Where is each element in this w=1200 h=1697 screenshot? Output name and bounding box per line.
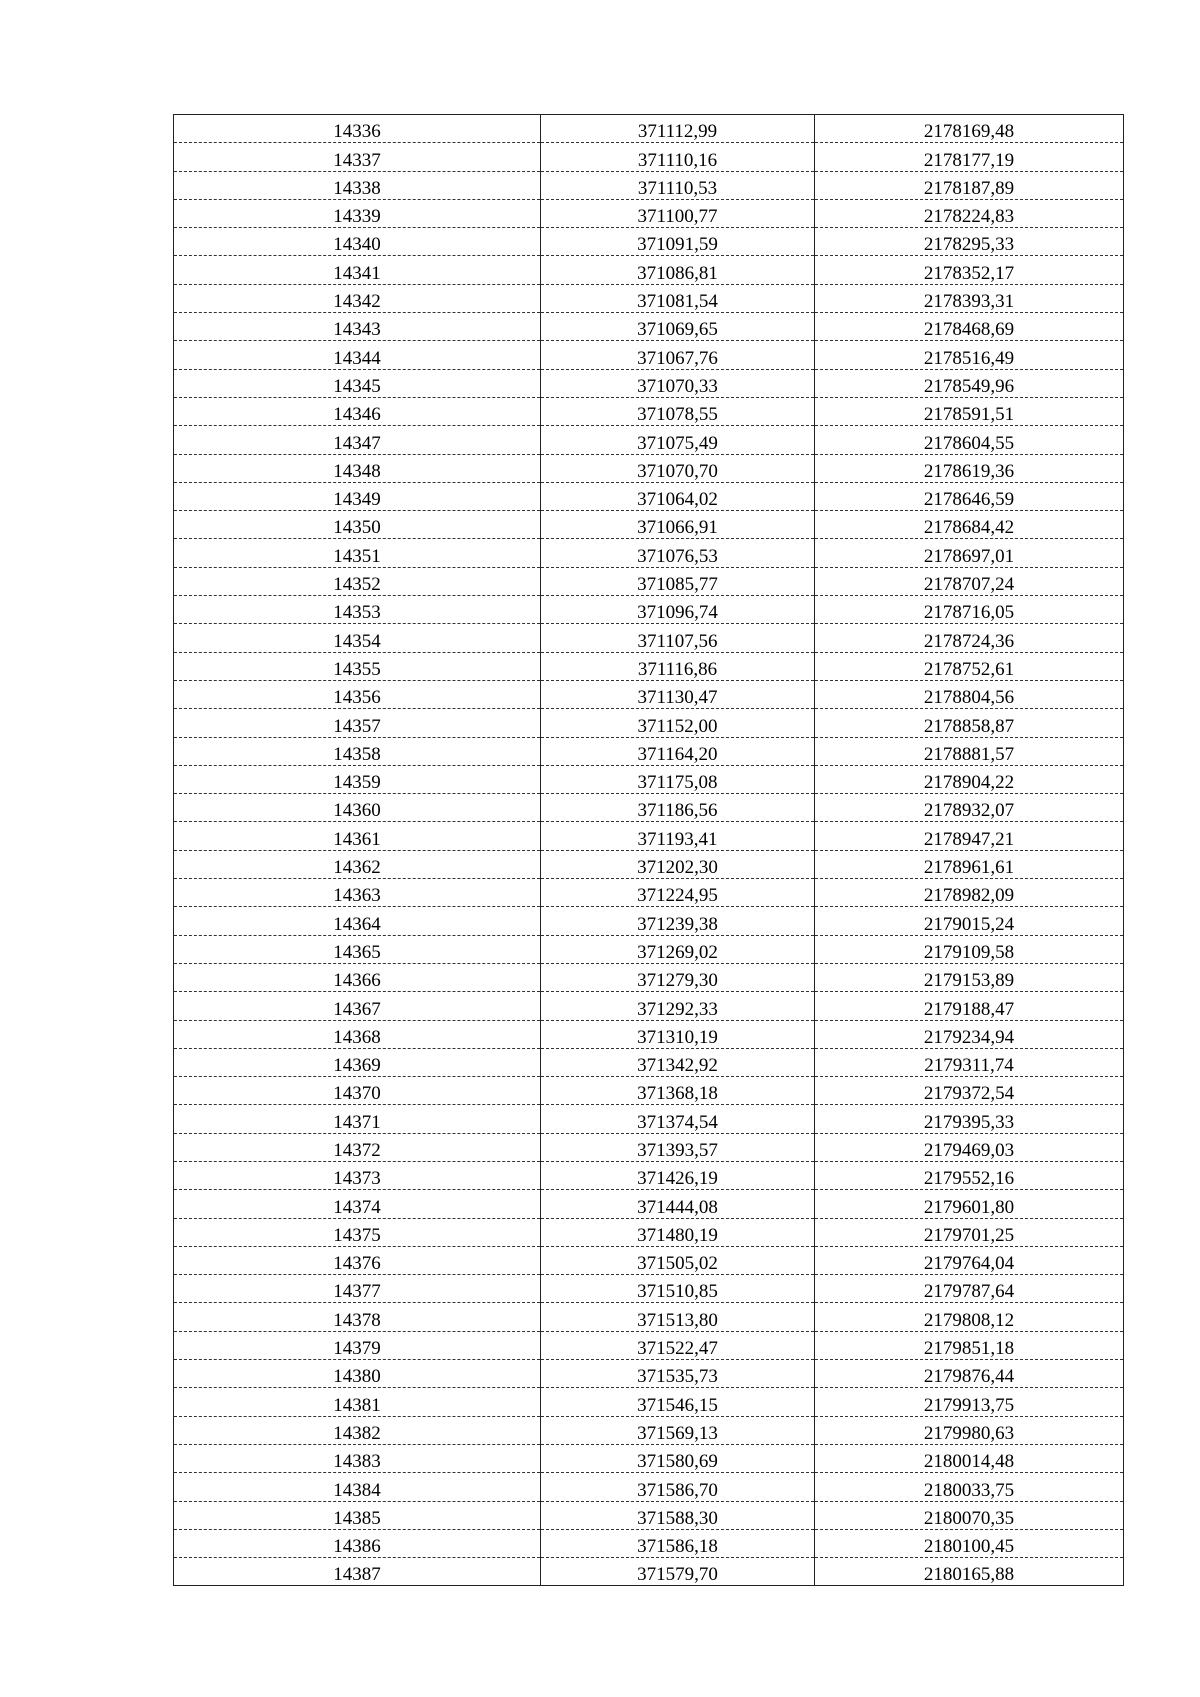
y-coordinate-cell: 2178468,69 bbox=[815, 313, 1124, 341]
x-coordinate-cell: 371186,56 bbox=[541, 794, 815, 822]
y-coordinate-cell: 2179469,03 bbox=[815, 1133, 1124, 1161]
y-coordinate-cell: 2178697,01 bbox=[815, 539, 1124, 567]
coordinates-table-body bbox=[174, 115, 1124, 1586]
point-number-cell: 14343 bbox=[174, 313, 541, 341]
table-row bbox=[174, 680, 1124, 708]
x-coordinate-cell: 371522,47 bbox=[541, 1331, 815, 1359]
point-number-cell: 14368 bbox=[174, 1020, 541, 1048]
point-number-cell: 14344 bbox=[174, 341, 541, 369]
y-coordinate-cell: 2179787,64 bbox=[815, 1275, 1124, 1303]
point-number-cell: 14370 bbox=[174, 1077, 541, 1105]
table-row bbox=[174, 822, 1124, 850]
point-number-cell: 14386 bbox=[174, 1529, 541, 1557]
point-number-cell: 14359 bbox=[174, 765, 541, 793]
table-row bbox=[174, 397, 1124, 425]
table-row bbox=[174, 143, 1124, 171]
y-coordinate-cell: 2178352,17 bbox=[815, 256, 1124, 284]
x-coordinate-cell: 371393,57 bbox=[541, 1133, 815, 1161]
y-coordinate-cell: 2178516,49 bbox=[815, 341, 1124, 369]
x-coordinate-cell: 371091,59 bbox=[541, 228, 815, 256]
point-number-cell: 14385 bbox=[174, 1501, 541, 1529]
point-number-cell: 14383 bbox=[174, 1444, 541, 1472]
point-number-cell: 14365 bbox=[174, 935, 541, 963]
table-row bbox=[174, 992, 1124, 1020]
point-number-cell: 14374 bbox=[174, 1190, 541, 1218]
table-row bbox=[174, 256, 1124, 284]
x-coordinate-cell: 371096,74 bbox=[541, 596, 815, 624]
table-row bbox=[174, 511, 1124, 539]
y-coordinate-cell: 2179701,25 bbox=[815, 1218, 1124, 1246]
table-row bbox=[174, 1444, 1124, 1472]
x-coordinate-cell: 371110,53 bbox=[541, 171, 815, 199]
point-number-cell: 14375 bbox=[174, 1218, 541, 1246]
table-row bbox=[174, 1077, 1124, 1105]
x-coordinate-cell: 371535,73 bbox=[541, 1360, 815, 1388]
point-number-cell: 14348 bbox=[174, 454, 541, 482]
table-row bbox=[174, 1331, 1124, 1359]
point-number-cell: 14362 bbox=[174, 850, 541, 878]
point-number-cell: 14356 bbox=[174, 680, 541, 708]
table-row bbox=[174, 1020, 1124, 1048]
table-row bbox=[174, 171, 1124, 199]
y-coordinate-cell: 2178224,83 bbox=[815, 199, 1124, 227]
point-number-cell: 14376 bbox=[174, 1246, 541, 1274]
x-coordinate-cell: 371086,81 bbox=[541, 256, 815, 284]
point-number-cell: 14380 bbox=[174, 1360, 541, 1388]
x-coordinate-cell: 371342,92 bbox=[541, 1048, 815, 1076]
x-coordinate-cell: 371224,95 bbox=[541, 879, 815, 907]
table-row bbox=[174, 1303, 1124, 1331]
y-coordinate-cell: 2179913,75 bbox=[815, 1388, 1124, 1416]
y-coordinate-cell: 2178724,36 bbox=[815, 624, 1124, 652]
y-coordinate-cell: 2178858,87 bbox=[815, 709, 1124, 737]
y-coordinate-cell: 2178904,22 bbox=[815, 765, 1124, 793]
point-number-cell: 14353 bbox=[174, 596, 541, 624]
x-coordinate-cell: 371310,19 bbox=[541, 1020, 815, 1048]
table-row bbox=[174, 454, 1124, 482]
y-coordinate-cell: 2179311,74 bbox=[815, 1048, 1124, 1076]
y-coordinate-cell: 2179552,16 bbox=[815, 1161, 1124, 1189]
point-number-cell: 14340 bbox=[174, 228, 541, 256]
point-number-cell: 14382 bbox=[174, 1416, 541, 1444]
table-row bbox=[174, 341, 1124, 369]
y-coordinate-cell: 2178961,61 bbox=[815, 850, 1124, 878]
x-coordinate-cell: 371513,80 bbox=[541, 1303, 815, 1331]
point-number-cell: 14358 bbox=[174, 737, 541, 765]
y-coordinate-cell: 2178982,09 bbox=[815, 879, 1124, 907]
x-coordinate-cell: 371586,18 bbox=[541, 1529, 815, 1557]
y-coordinate-cell: 2178604,55 bbox=[815, 426, 1124, 454]
y-coordinate-cell: 2178684,42 bbox=[815, 511, 1124, 539]
x-coordinate-cell: 371116,86 bbox=[541, 652, 815, 680]
x-coordinate-cell: 371269,02 bbox=[541, 935, 815, 963]
y-coordinate-cell: 2179015,24 bbox=[815, 907, 1124, 935]
table-row bbox=[174, 1218, 1124, 1246]
point-number-cell: 14346 bbox=[174, 397, 541, 425]
table-row bbox=[174, 426, 1124, 454]
x-coordinate-cell: 371368,18 bbox=[541, 1077, 815, 1105]
y-coordinate-cell: 2178947,21 bbox=[815, 822, 1124, 850]
table-row bbox=[174, 737, 1124, 765]
point-number-cell: 14345 bbox=[174, 369, 541, 397]
y-coordinate-cell: 2179372,54 bbox=[815, 1077, 1124, 1105]
point-number-cell: 14354 bbox=[174, 624, 541, 652]
table-row bbox=[174, 539, 1124, 567]
y-coordinate-cell: 2180033,75 bbox=[815, 1473, 1124, 1501]
x-coordinate-cell: 371586,70 bbox=[541, 1473, 815, 1501]
point-number-cell: 14337 bbox=[174, 143, 541, 171]
y-coordinate-cell: 2178177,19 bbox=[815, 143, 1124, 171]
point-number-cell: 14364 bbox=[174, 907, 541, 935]
point-number-cell: 14387 bbox=[174, 1558, 541, 1586]
table-row bbox=[174, 1133, 1124, 1161]
point-number-cell: 14341 bbox=[174, 256, 541, 284]
y-coordinate-cell: 2179234,94 bbox=[815, 1020, 1124, 1048]
point-number-cell: 14373 bbox=[174, 1161, 541, 1189]
point-number-cell: 14381 bbox=[174, 1388, 541, 1416]
table-row bbox=[174, 652, 1124, 680]
point-number-cell: 14369 bbox=[174, 1048, 541, 1076]
point-number-cell: 14363 bbox=[174, 879, 541, 907]
table-row bbox=[174, 1416, 1124, 1444]
x-coordinate-cell: 371579,70 bbox=[541, 1558, 815, 1586]
y-coordinate-cell: 2178881,57 bbox=[815, 737, 1124, 765]
x-coordinate-cell: 371480,19 bbox=[541, 1218, 815, 1246]
x-coordinate-cell: 371069,65 bbox=[541, 313, 815, 341]
y-coordinate-cell: 2178646,59 bbox=[815, 482, 1124, 510]
table-row bbox=[174, 907, 1124, 935]
x-coordinate-cell: 371175,08 bbox=[541, 765, 815, 793]
point-number-cell: 14342 bbox=[174, 284, 541, 312]
y-coordinate-cell: 2180014,48 bbox=[815, 1444, 1124, 1472]
table-row bbox=[174, 1529, 1124, 1557]
point-number-cell: 14360 bbox=[174, 794, 541, 822]
coordinates-table bbox=[173, 114, 1124, 1586]
x-coordinate-cell: 371076,53 bbox=[541, 539, 815, 567]
table-row bbox=[174, 228, 1124, 256]
table-row bbox=[174, 765, 1124, 793]
table-row bbox=[174, 1105, 1124, 1133]
table-row bbox=[174, 850, 1124, 878]
point-number-cell: 14350 bbox=[174, 511, 541, 539]
y-coordinate-cell: 2180165,88 bbox=[815, 1558, 1124, 1586]
point-number-cell: 14379 bbox=[174, 1331, 541, 1359]
table-row bbox=[174, 879, 1124, 907]
x-coordinate-cell: 371066,91 bbox=[541, 511, 815, 539]
y-coordinate-cell: 2179876,44 bbox=[815, 1360, 1124, 1388]
x-coordinate-cell: 371292,33 bbox=[541, 992, 815, 1020]
table-row bbox=[174, 794, 1124, 822]
point-number-cell: 14357 bbox=[174, 709, 541, 737]
table-row bbox=[174, 624, 1124, 652]
x-coordinate-cell: 371580,69 bbox=[541, 1444, 815, 1472]
table-row bbox=[174, 1473, 1124, 1501]
y-coordinate-cell: 2179153,89 bbox=[815, 963, 1124, 991]
x-coordinate-cell: 371546,15 bbox=[541, 1388, 815, 1416]
y-coordinate-cell: 2178591,51 bbox=[815, 397, 1124, 425]
y-coordinate-cell: 2178716,05 bbox=[815, 596, 1124, 624]
point-number-cell: 14349 bbox=[174, 482, 541, 510]
y-coordinate-cell: 2178187,89 bbox=[815, 171, 1124, 199]
x-coordinate-cell: 371064,02 bbox=[541, 482, 815, 510]
table-row bbox=[174, 1048, 1124, 1076]
y-coordinate-cell: 2179601,80 bbox=[815, 1190, 1124, 1218]
point-number-cell: 14378 bbox=[174, 1303, 541, 1331]
y-coordinate-cell: 2179764,04 bbox=[815, 1246, 1124, 1274]
point-number-cell: 14367 bbox=[174, 992, 541, 1020]
y-coordinate-cell: 2178932,07 bbox=[815, 794, 1124, 822]
x-coordinate-cell: 371078,55 bbox=[541, 397, 815, 425]
point-number-cell: 14372 bbox=[174, 1133, 541, 1161]
x-coordinate-cell: 371100,77 bbox=[541, 199, 815, 227]
table-row bbox=[174, 313, 1124, 341]
x-coordinate-cell: 371510,85 bbox=[541, 1275, 815, 1303]
x-coordinate-cell: 371085,77 bbox=[541, 567, 815, 595]
table-row bbox=[174, 1161, 1124, 1189]
table-row bbox=[174, 369, 1124, 397]
x-coordinate-cell: 371426,19 bbox=[541, 1161, 815, 1189]
point-number-cell: 14352 bbox=[174, 567, 541, 595]
y-coordinate-cell: 2178549,96 bbox=[815, 369, 1124, 397]
x-coordinate-cell: 371505,02 bbox=[541, 1246, 815, 1274]
y-coordinate-cell: 2179188,47 bbox=[815, 992, 1124, 1020]
table-row bbox=[174, 1360, 1124, 1388]
table-row bbox=[174, 963, 1124, 991]
table-row bbox=[174, 1501, 1124, 1529]
y-coordinate-cell: 2179851,18 bbox=[815, 1331, 1124, 1359]
x-coordinate-cell: 371110,16 bbox=[541, 143, 815, 171]
x-coordinate-cell: 371075,49 bbox=[541, 426, 815, 454]
point-number-cell: 14351 bbox=[174, 539, 541, 567]
point-number-cell: 14339 bbox=[174, 199, 541, 227]
table-row bbox=[174, 199, 1124, 227]
table-row bbox=[174, 1190, 1124, 1218]
table-row bbox=[174, 284, 1124, 312]
point-number-cell: 14384 bbox=[174, 1473, 541, 1501]
y-coordinate-cell: 2178295,33 bbox=[815, 228, 1124, 256]
table-row bbox=[174, 1388, 1124, 1416]
table-row bbox=[174, 1246, 1124, 1274]
x-coordinate-cell: 371107,56 bbox=[541, 624, 815, 652]
x-coordinate-cell: 371081,54 bbox=[541, 284, 815, 312]
table-row bbox=[174, 567, 1124, 595]
point-number-cell: 14338 bbox=[174, 171, 541, 199]
x-coordinate-cell: 371112,99 bbox=[541, 115, 815, 143]
x-coordinate-cell: 371374,54 bbox=[541, 1105, 815, 1133]
y-coordinate-cell: 2179395,33 bbox=[815, 1105, 1124, 1133]
table-row bbox=[174, 935, 1124, 963]
y-coordinate-cell: 2179109,58 bbox=[815, 935, 1124, 963]
x-coordinate-cell: 371152,00 bbox=[541, 709, 815, 737]
x-coordinate-cell: 371164,20 bbox=[541, 737, 815, 765]
x-coordinate-cell: 371444,08 bbox=[541, 1190, 815, 1218]
y-coordinate-cell: 2180070,35 bbox=[815, 1501, 1124, 1529]
y-coordinate-cell: 2178707,24 bbox=[815, 567, 1124, 595]
point-number-cell: 14336 bbox=[174, 115, 541, 143]
x-coordinate-cell: 371569,13 bbox=[541, 1416, 815, 1444]
point-number-cell: 14347 bbox=[174, 426, 541, 454]
x-coordinate-cell: 371130,47 bbox=[541, 680, 815, 708]
table-row bbox=[174, 709, 1124, 737]
x-coordinate-cell: 371202,30 bbox=[541, 850, 815, 878]
x-coordinate-cell: 371070,33 bbox=[541, 369, 815, 397]
x-coordinate-cell: 371588,30 bbox=[541, 1501, 815, 1529]
table-row bbox=[174, 115, 1124, 143]
table-row bbox=[174, 482, 1124, 510]
table-row bbox=[174, 1558, 1124, 1586]
y-coordinate-cell: 2179808,12 bbox=[815, 1303, 1124, 1331]
x-coordinate-cell: 371067,76 bbox=[541, 341, 815, 369]
point-number-cell: 14377 bbox=[174, 1275, 541, 1303]
y-coordinate-cell: 2178393,31 bbox=[815, 284, 1124, 312]
y-coordinate-cell: 2180100,45 bbox=[815, 1529, 1124, 1557]
point-number-cell: 14371 bbox=[174, 1105, 541, 1133]
point-number-cell: 14366 bbox=[174, 963, 541, 991]
y-coordinate-cell: 2179980,63 bbox=[815, 1416, 1124, 1444]
y-coordinate-cell: 2178752,61 bbox=[815, 652, 1124, 680]
point-number-cell: 14355 bbox=[174, 652, 541, 680]
table-row bbox=[174, 1275, 1124, 1303]
y-coordinate-cell: 2178619,36 bbox=[815, 454, 1124, 482]
x-coordinate-cell: 371193,41 bbox=[541, 822, 815, 850]
point-number-cell: 14361 bbox=[174, 822, 541, 850]
table-row bbox=[174, 596, 1124, 624]
x-coordinate-cell: 371279,30 bbox=[541, 963, 815, 991]
x-coordinate-cell: 371239,38 bbox=[541, 907, 815, 935]
y-coordinate-cell: 2178169,48 bbox=[815, 115, 1124, 143]
x-coordinate-cell: 371070,70 bbox=[541, 454, 815, 482]
y-coordinate-cell: 2178804,56 bbox=[815, 680, 1124, 708]
